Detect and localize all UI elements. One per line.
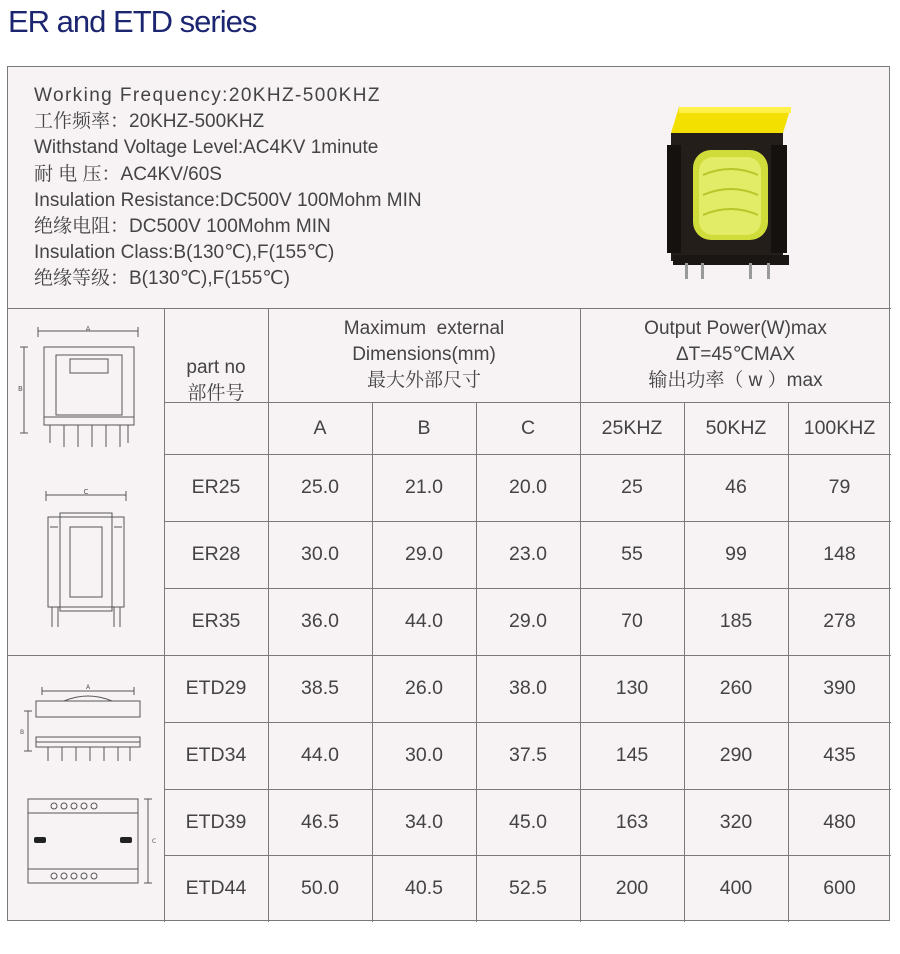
cell-power-25khz: 70 [621, 610, 643, 632]
drawing-label: A [85, 684, 91, 691]
cell-dim-a: 38.5 [301, 677, 339, 699]
cell-power-100khz: 435 [823, 744, 856, 766]
cell-power-100khz: 600 [823, 877, 856, 899]
cell-power-25khz: 200 [615, 877, 649, 899]
cell-dim-a: 36.0 [301, 610, 339, 632]
spec-withstand-voltage: Withstand Voltage Level:AC4KV 1minute [34, 137, 379, 159]
cell-dim-c: 23.0 [509, 543, 547, 565]
cell-dim-c: 52.5 [509, 877, 547, 899]
cell-power-50khz: 400 [719, 877, 753, 899]
cell-power-100khz: 148 [823, 543, 856, 565]
header-text: 输出功率（ w ）max [648, 370, 823, 391]
cell-dim-b: 40.5 [405, 877, 443, 899]
er-front-drawing [16, 325, 156, 455]
freq-col-50: 50KHZ [705, 416, 767, 439]
cell-power-100khz: 79 [828, 476, 851, 498]
drawing-label: C [83, 488, 89, 496]
page-title: ER and ETD series [8, 4, 257, 39]
cell-power-50khz: 260 [719, 677, 753, 699]
cell-dim-b: 30.0 [405, 744, 443, 766]
cell-power-50khz: 46 [725, 476, 747, 498]
drawing-label: B [20, 729, 25, 736]
dim-col-c: C [520, 416, 536, 439]
header-text: Dimensions(mm) [352, 344, 496, 365]
cell-power-100khz: 278 [823, 610, 856, 632]
cell-power-100khz: 480 [823, 810, 856, 833]
cell-dim-c: 20.0 [509, 476, 547, 498]
header-text: Maximum external [343, 318, 505, 339]
cell-part-no: ER28 [191, 543, 241, 565]
cell-dim-a: 30.0 [301, 543, 339, 565]
spec-working-frequency: Working Frequency:20KHZ-500KHZ [34, 85, 381, 106]
cell-power-50khz: 185 [719, 610, 753, 632]
header-text: ΔT=45℃MAX [675, 344, 796, 365]
header-text: 部件号 [187, 383, 245, 404]
cell-dim-b: 29.0 [405, 543, 443, 565]
spec-list [34, 83, 422, 293]
cell-power-25khz: 163 [615, 810, 649, 833]
cell-power-50khz: 320 [719, 810, 753, 833]
cell-dim-c: 38.0 [509, 677, 547, 699]
cell-dim-b: 34.0 [405, 810, 443, 833]
drawing-label: B [18, 385, 23, 393]
cell-dim-a: 25.0 [301, 476, 339, 498]
transformer-photo [663, 105, 798, 280]
cell-dim-c: 29.0 [509, 610, 547, 632]
er-side-drawing [38, 487, 138, 632]
cell-part-no: ETD39 [185, 810, 247, 833]
output-power-header [580, 308, 891, 402]
cell-part-no: ER25 [191, 476, 241, 498]
cell-part-no: ETD44 [185, 877, 247, 899]
spec-insulation-class: Insulation Class:B(130℃),F(155℃) [34, 242, 335, 264]
etd-front-drawing [18, 679, 158, 769]
spec-working-frequency-cn: 工作频率：20KHZ-500KHZ [34, 111, 265, 133]
cell-dim-b: 44.0 [405, 610, 443, 632]
cell-dim-c: 45.0 [509, 810, 547, 833]
cell-power-50khz: 290 [719, 744, 753, 766]
freq-col-25: 25KHZ [601, 416, 663, 439]
cell-power-25khz: 145 [615, 744, 649, 766]
spec-insulation-resistance-cn: 绝缘电阻：DC500V 100Mohm MIN [34, 216, 331, 238]
spec-insulation-resistance: Insulation Resistance:DC500V 100Mohm MIN [34, 189, 422, 211]
cell-part-no: ER35 [191, 610, 241, 632]
header-text: part no [186, 357, 246, 378]
spec-insulation-class-cn: 绝缘等级：B(130℃),F(155℃) [34, 268, 290, 290]
cell-power-25khz: 130 [615, 677, 649, 699]
cell-part-no: ETD34 [185, 744, 247, 766]
dimensions-header [268, 308, 580, 402]
cell-dim-b: 26.0 [405, 677, 443, 699]
cell-power-50khz: 99 [725, 543, 747, 565]
cell-dim-a: 50.0 [301, 877, 339, 899]
drawing-label: C [152, 838, 157, 845]
cell-dim-b: 21.0 [405, 476, 443, 498]
cell-power-100khz: 390 [823, 677, 856, 699]
dim-col-b: B [417, 416, 431, 439]
freq-col-100: 100KHZ [803, 416, 876, 439]
header-text: 最大外部尺寸 [366, 370, 481, 391]
cell-power-25khz: 25 [621, 476, 643, 498]
spec-withstand-voltage-cn: 耐 电 压：AC4KV/60S [34, 163, 222, 185]
part-no-header [164, 308, 268, 454]
cell-dim-c: 37.5 [509, 744, 547, 766]
cell-power-25khz: 55 [621, 543, 643, 565]
drawing-label: A [85, 325, 91, 333]
dim-col-a: A [313, 416, 327, 439]
cell-dim-a: 44.0 [301, 744, 339, 766]
etd-bottom-drawing [20, 793, 160, 887]
cell-dim-a: 46.5 [301, 810, 339, 833]
header-text: Output Power(W)max [644, 318, 827, 339]
spec-table-panel [7, 66, 890, 921]
cell-part-no: ETD29 [185, 677, 247, 699]
